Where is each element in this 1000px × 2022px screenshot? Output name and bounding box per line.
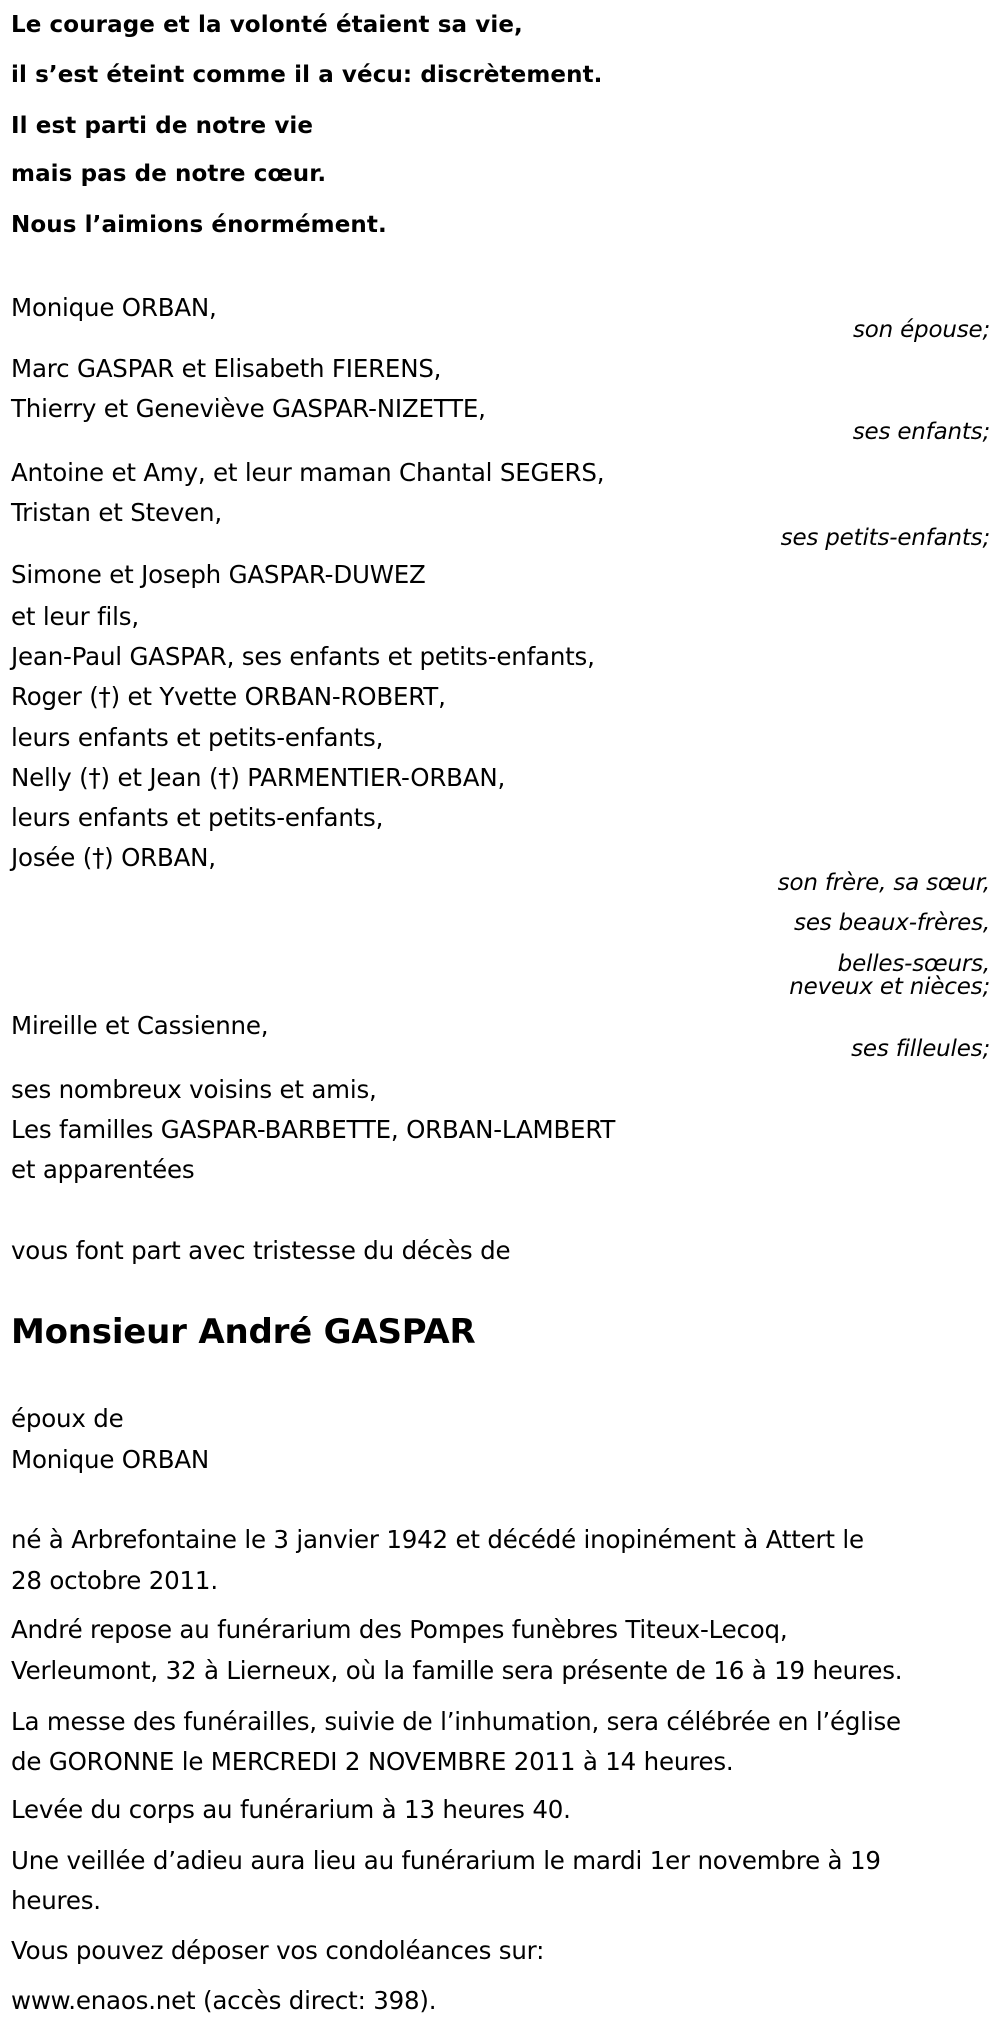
relation-label-sisters-in-law: belles-sœurs, (837, 951, 990, 977)
relation-label-spouse: son épouse; (852, 317, 990, 343)
family-goddaughters: Mireille et Cassienne, (11, 1011, 269, 1040)
detail-line: heures. (11, 1886, 101, 1915)
verse-line: Le courage et la volonté étaient sa vie, (11, 12, 523, 38)
detail-line: Levée du corps au funérarium à 13 heures 40. (11, 1795, 571, 1824)
relation-label-nephews: neveux et nièces; (789, 974, 990, 1000)
family-siblings: leurs enfants et petits-enfants, (11, 723, 384, 752)
family-siblings: leurs enfants et petits-enfants, (11, 803, 384, 832)
detail-line: Verleumont, 32 à Lierneux, où la famille sera présente de 16 à 19 heures. (11, 1656, 903, 1685)
family-children: Marc GASPAR et Elisabeth FIERENS, (11, 354, 442, 383)
detail-line: de GORONNE le MERCREDI 2 NOVEMBRE 2011 à 14 heures. (11, 1747, 734, 1776)
relation-label-children: ses enfants; (852, 419, 990, 445)
family-others: ses nombreux voisins et amis, (11, 1075, 377, 1104)
relation-label-grandchildren: ses petits-enfants; (780, 525, 990, 551)
spouse-of-label: époux de (11, 1404, 124, 1433)
family-siblings: Simone et Joseph GASPAR-DUWEZ (11, 560, 426, 589)
relation-label-goddaughters: ses filleules; (851, 1036, 990, 1062)
detail-line: André repose au funérarium des Pompes funèbres Titeux-Lecoq, (11, 1615, 788, 1644)
detail-line: La messe des funérailles, suivie de l’inhumation, sera célébrée en l’église (11, 1707, 901, 1736)
detail-line: Vous pouvez déposer vos condoléances sur: (11, 1936, 545, 1965)
family-spouse: Monique ORBAN, (11, 293, 217, 322)
detail-line: né à Arbrefontaine le 3 janvier 1942 et décédé inopinément à Attert le (11, 1525, 864, 1554)
detail-line: Une veillée d’adieu aura lieu au funérarium le mardi 1er novembre à 19 (11, 1846, 881, 1875)
family-siblings: Jean-Paul GASPAR, ses enfants et petits-enfants, (11, 642, 595, 671)
family-siblings: Roger (†) et Yvette ORBAN-ROBERT, (11, 682, 446, 711)
family-grandchildren: Tristan et Steven, (11, 498, 222, 527)
detail-line: 28 octobre 2011. (11, 1566, 218, 1595)
verse-line: Il est parti de notre vie (11, 113, 314, 139)
condolences-link[interactable]: www.enaos.net (accès direct: 398). (11, 1986, 437, 2015)
relation-label-siblings: son frère, sa sœur, (777, 870, 990, 896)
family-others: et apparentées (11, 1155, 195, 1184)
family-siblings: et leur fils, (11, 602, 139, 631)
family-grandchildren: Antoine et Amy, et leur maman Chantal SEGERS, (11, 458, 605, 487)
verse-line: mais pas de notre cœur. (11, 161, 327, 187)
family-siblings: Josée (†) ORBAN, (11, 843, 216, 872)
deceased-name: Monsieur André GASPAR (11, 1312, 476, 1352)
verse-line: il s’est éteint comme il a vécu: discrètement. (11, 62, 603, 88)
spouse-of-name: Monique ORBAN (11, 1445, 210, 1474)
relation-label-in-laws: ses beaux-frères, (794, 910, 990, 936)
family-others: Les familles GASPAR-BARBETTE, ORBAN-LAMBERT (11, 1115, 616, 1144)
family-siblings: Nelly (†) et Jean (†) PARMENTIER-ORBAN, (11, 763, 506, 792)
family-children: Thierry et Geneviève GASPAR-NIZETTE, (11, 394, 486, 423)
verse-line: Nous l’aimions énormément. (11, 212, 387, 238)
announcement-text: vous font part avec tristesse du décès de (11, 1236, 511, 1265)
